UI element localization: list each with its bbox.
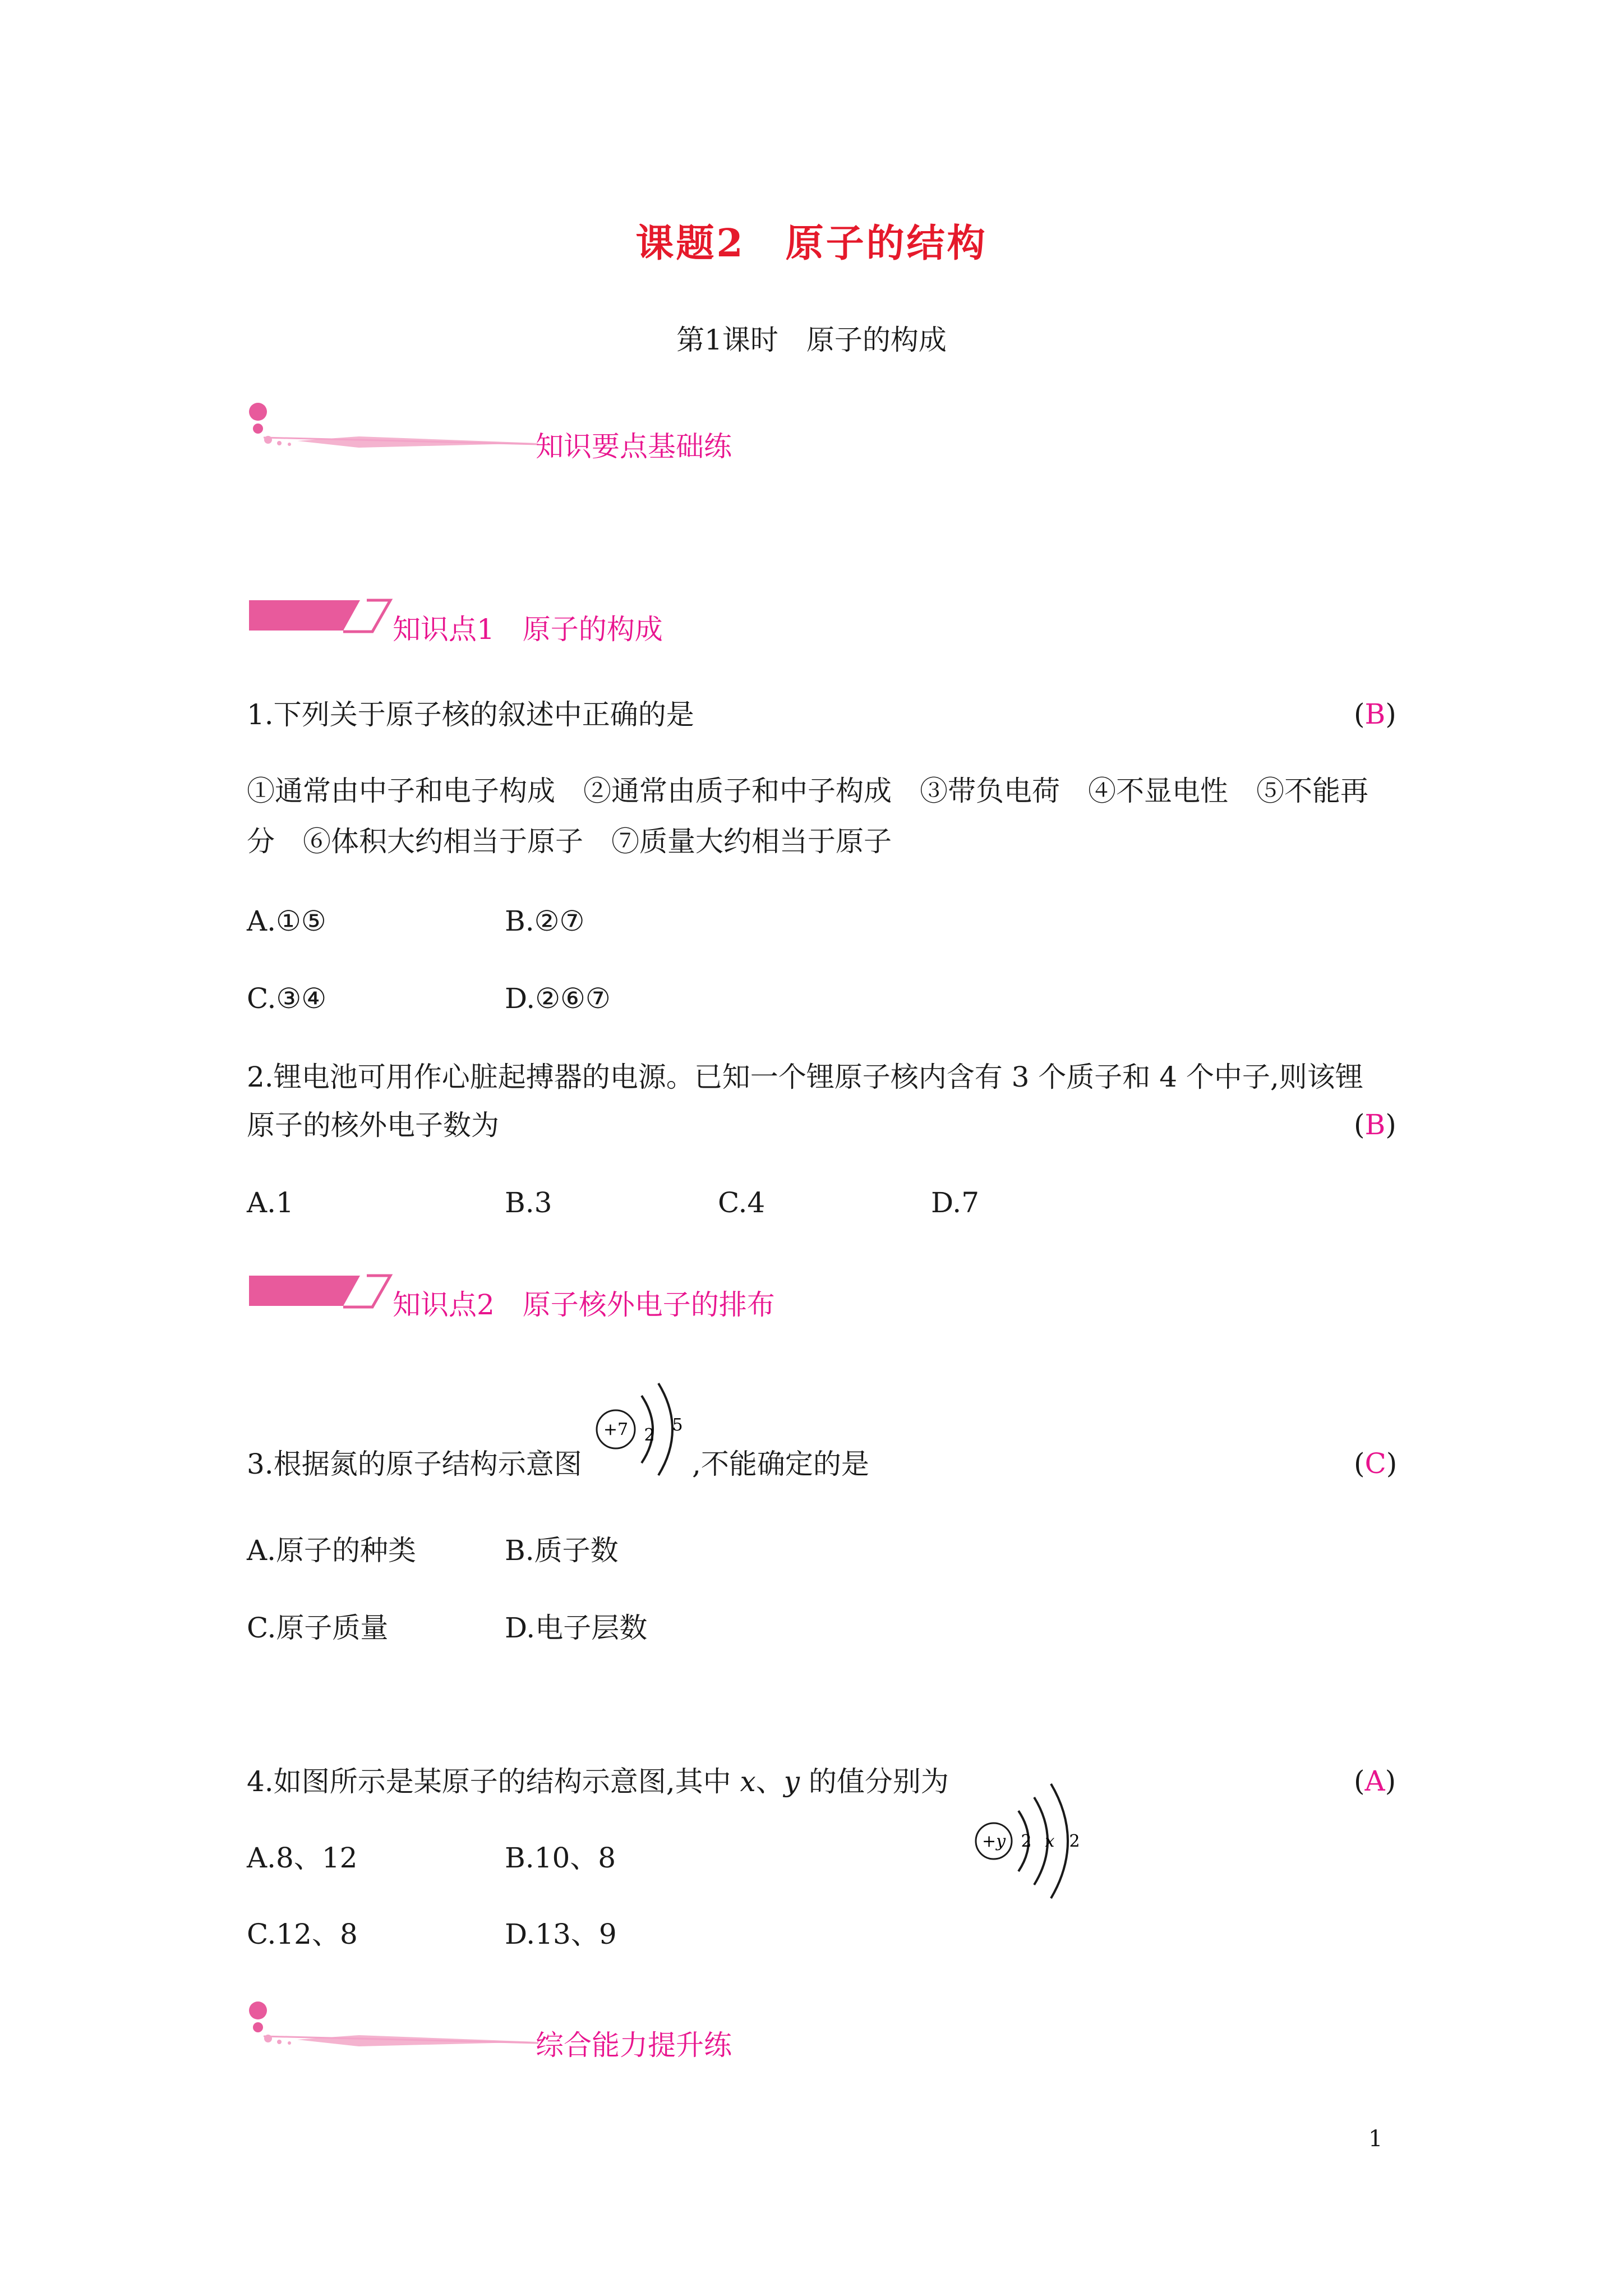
question-2-stem-line2: 原子的核外电子数为 — [247, 1109, 499, 1142]
question-1-statements-line1: ①通常由中子和电子构成 ②通常由质子和中子构成 ③带负电荷 ④不显电性 ⑤不能再 — [247, 775, 1368, 807]
question-2-option-c: C.4 — [718, 1186, 766, 1219]
question-1-option-b: B.②⑦ — [505, 905, 585, 937]
question-1-option-c: C.③④ — [247, 982, 327, 1015]
nitrogen-atom-structure-diagram — [590, 1378, 697, 1484]
question-1-stem: 1.下列关于原子核的叙述中正确的是 — [247, 698, 694, 731]
knowledge-point-2-label: 知识点2 原子核外电子的排布 — [393, 1289, 775, 1321]
knowledge-point-1-label: 知识点1 原子的构成 — [393, 613, 663, 646]
question-2-option-b: B.3 — [505, 1186, 552, 1219]
question-2-answer: (B) — [1354, 1108, 1396, 1141]
question-1-answer: (B) — [1354, 698, 1396, 730]
section-decoration-icon — [247, 1998, 538, 2049]
question-3-option-b: B.质子数 — [505, 1534, 619, 1567]
question-4-answer: (A) — [1354, 1765, 1396, 1797]
question-4-option-a: A.8、12 — [247, 1842, 358, 1874]
question-3-answer: (C) — [1354, 1447, 1398, 1480]
shell-2-electron-count: x — [1045, 1832, 1055, 1851]
atom-nucleus-charge: +7 — [603, 1420, 629, 1439]
question-4-option-d: D.13、9 — [505, 1918, 617, 1950]
question-3-option-a: A.原子的种类 — [247, 1534, 417, 1567]
question-3-option-c: C.原子质量 — [247, 1612, 389, 1644]
question-2-stem-line1: 2.锂电池可用作心脏起搏器的电源。已知一个锂原子核内含有 3 个质子和 4 个中子,则该锂 — [247, 1061, 1363, 1093]
question-3-stem-after: ,不能确定的是 — [692, 1448, 869, 1480]
question-4-option-c: C.12、8 — [247, 1918, 358, 1950]
shell-3-electron-count: 2 — [1069, 1832, 1080, 1851]
shell-2-electron-count: 5 — [672, 1415, 683, 1435]
page-title: 课题2 原子的结构 — [635, 221, 988, 266]
question-4-stem: 4.如图所示是某原子的结构示意图,其中 x、y 的值分别为 — [247, 1765, 949, 1798]
section-basic-label: 知识要点基础练 — [536, 430, 732, 463]
knowledge-point-tag-icon — [249, 600, 393, 639]
question-1-statements-line2: 分 ⑥体积大约相当于原子 ⑦质量大约相当于原子 — [247, 825, 892, 858]
section-advanced-label: 综合能力提升练 — [536, 2029, 732, 2062]
question-1-option-a: A.①⑤ — [247, 905, 326, 937]
question-3-stem-before: 3.根据氮的原子结构示意图 — [247, 1448, 582, 1480]
question-3-option-d: D.电子层数 — [505, 1612, 648, 1644]
atom-nucleus-charge: +y — [981, 1832, 1006, 1851]
question-4-option-b: B.10、8 — [505, 1842, 616, 1874]
shell-1-electron-count: 2 — [1021, 1832, 1032, 1851]
shell-1-electron-count: 2 — [644, 1425, 655, 1445]
atom-structure-diagram — [970, 1778, 1099, 1902]
page-number: 1 — [1368, 2126, 1383, 2152]
knowledge-point-tag-icon — [249, 1276, 393, 1315]
question-1-option-d: D.②⑥⑦ — [505, 982, 611, 1015]
question-2-option-a: A.1 — [247, 1186, 294, 1219]
section-decoration-icon — [247, 399, 538, 450]
question-2-option-d: D.7 — [931, 1186, 980, 1219]
lesson-subtitle: 第1课时 原子的构成 — [676, 324, 947, 356]
